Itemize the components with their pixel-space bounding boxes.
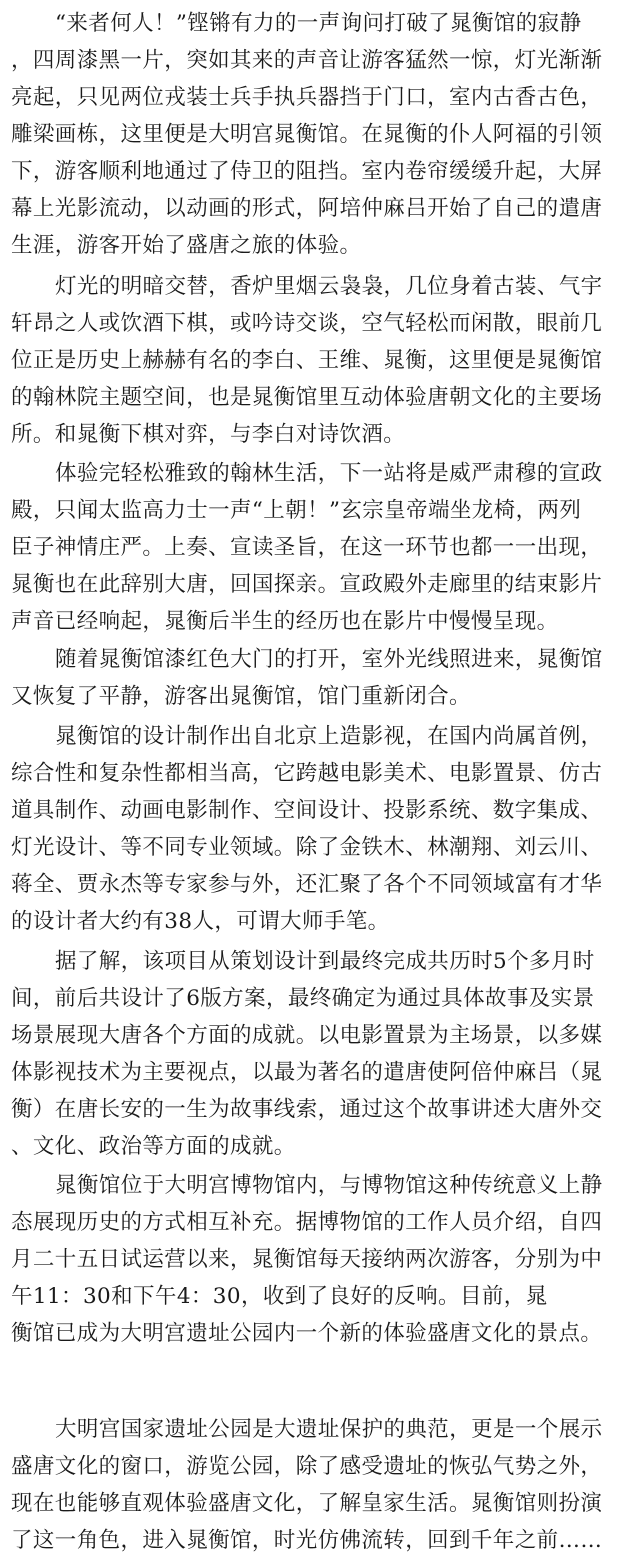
text-line: 晁衡馆的设计制作出自北京上造影视，在国内尚属首例， [55, 724, 603, 749]
text-line: 殿，只闻太监高力士一声“上朝！”玄宗皇帝端坐龙椅，两列 [11, 498, 582, 523]
text-line: 晁衡馆位于大明宫博物馆内，与博物馆这种传统意义上静 [55, 1173, 603, 1198]
text-line: 又恢复了平静，游客出晁衡馆，馆门重新闭合。 [11, 684, 471, 709]
text-line: 间，前后共设计了6版方案，最终确定为通过具体故事及实景 [11, 986, 595, 1011]
text-line: ，四周漆黑一片，突如其来的声音让游客猛然一惊，灯光渐渐 [11, 48, 603, 73]
text-line: 体影视技术为主要视点，以最为著名的遣唐使阿倍仲麻吕（晁 [11, 1060, 603, 1085]
text-line: 大明宫国家遗址公园是大遗址保护的典范，更是一个展示 [55, 1417, 603, 1442]
text-line: 亮起，只见两位戎装士兵手执兵器挡于门口，室内古香古色， [11, 85, 603, 110]
text-line: 下，游客顺利地通过了侍卫的阻挡。室内卷帘缓缓升起，大屏 [11, 159, 603, 184]
text-line: 声音已经响起，晁衡后半生的经历也在影片中慢慢呈现。 [11, 609, 559, 634]
text-line: 的翰林院主题空间，也是晁衡馆里互动体验唐朝文化的主要场 [11, 385, 603, 410]
paragraph-1 [11, 5, 633, 264]
text-line: 据了解，该项目从策划设计到最终完成共历时5个多月时 [55, 949, 595, 974]
text-line: 幕上光影流动，以动画的形式，阿培仲麻吕开始了自己的遣唐 [11, 196, 603, 221]
paragraph-2 [11, 268, 633, 453]
paragraph-7 [11, 1167, 633, 1352]
text-line: 、文化、政治等方面的成就。 [11, 1134, 296, 1159]
text-line: 生涯，游客开始了盛唐之旅的体验。 [11, 233, 362, 258]
text-line: 场景展现大唐各个方面的成就。以电影置景为主场景，以多媒 [11, 1023, 603, 1048]
text-line: 衡馆已成为大明宫遗址公园内一个新的体验盛唐文化的景点。 [11, 1321, 603, 1346]
text-line: “来者何人！”铿锵有力的一声询问打破了晁衡馆的寂静 [55, 11, 582, 36]
paragraph-4 [11, 641, 633, 715]
text-line: 所。和晁衡下棋对弈，与李白对诗饮酒。 [11, 422, 406, 447]
paragraph-8 [11, 1411, 633, 1559]
text-line: 灯光设计、等不同专业领域。除了金铁木、林潮翔、刘云川、 [11, 835, 603, 860]
text-line: 综合性和复杂性都相当高，它跨越电影美术、电影置景、仿古 [11, 761, 603, 786]
text-line: 随着晁衡馆漆红色大门的打开，室外光线照进来，晁衡馆 [55, 647, 603, 672]
text-line: 道具制作、动画电影制作、空间设计、投影系统、数字集成、 [11, 798, 603, 823]
paragraph-3 [11, 455, 633, 640]
text-line: 态展现历史的方式相互补充。据博物馆的工作人员介绍，自四 [11, 1210, 603, 1235]
text-line: 臣子神情庄严。上奏、宣读圣旨，在这一环节也都一一出现， [11, 535, 603, 560]
text-line: 体验完轻松雅致的翰林生活，下一站将是威严肃穆的宣政 [55, 461, 603, 486]
text-line: 现在也能够直观体验盛唐文化，了解皇家生活。晁衡馆则扮演 [11, 1491, 603, 1516]
text-line: 雕梁画栋，这里便是大明宫晁衡馆。在晁衡的仆人阿福的引领 [11, 122, 603, 147]
paragraph-6 [11, 943, 633, 1165]
text-line: 位正是历史上赫赫有名的李白、王维、晁衡，这里便是晁衡馆 [11, 348, 603, 373]
text-line: 灯光的明暗交替，香炉里烟云袅袅，几位身着古装、气宇 [55, 274, 603, 299]
text-line: 的设计者大约有38人，可谓大师手笔。 [11, 909, 390, 934]
text-line: 蒋全、贾永杰等专家参与外，还汇聚了各个不同领域富有才华 [11, 872, 603, 897]
text-line: 轩昂之人或饮酒下棋，或吟诗交谈，空气轻松而闲散，眼前几 [11, 311, 603, 336]
text-line: 盛唐文化的窗口，游览公园，除了感受遗址的恢弘气势之外， [11, 1454, 603, 1479]
text-line: 月二十五日试运营以来，晁衡馆每天接纳两次游客，分别为中 [11, 1247, 603, 1272]
text-line: 了这一角色，进入晁衡馆，时光仿佛流转，回到千年之前…… [11, 1528, 603, 1553]
text-line: 晁衡也在此辞别大唐，回国探亲。宣政殿外走廊里的结束影片 [11, 572, 603, 597]
paragraph-5 [11, 718, 633, 940]
text-line: 衡）在唐长安的一生为故事线索，通过这个故事讲述大唐外交 [11, 1097, 603, 1122]
text-line: 午11：30和下午4：30，收到了良好的反响。目前，晁 [11, 1284, 548, 1309]
